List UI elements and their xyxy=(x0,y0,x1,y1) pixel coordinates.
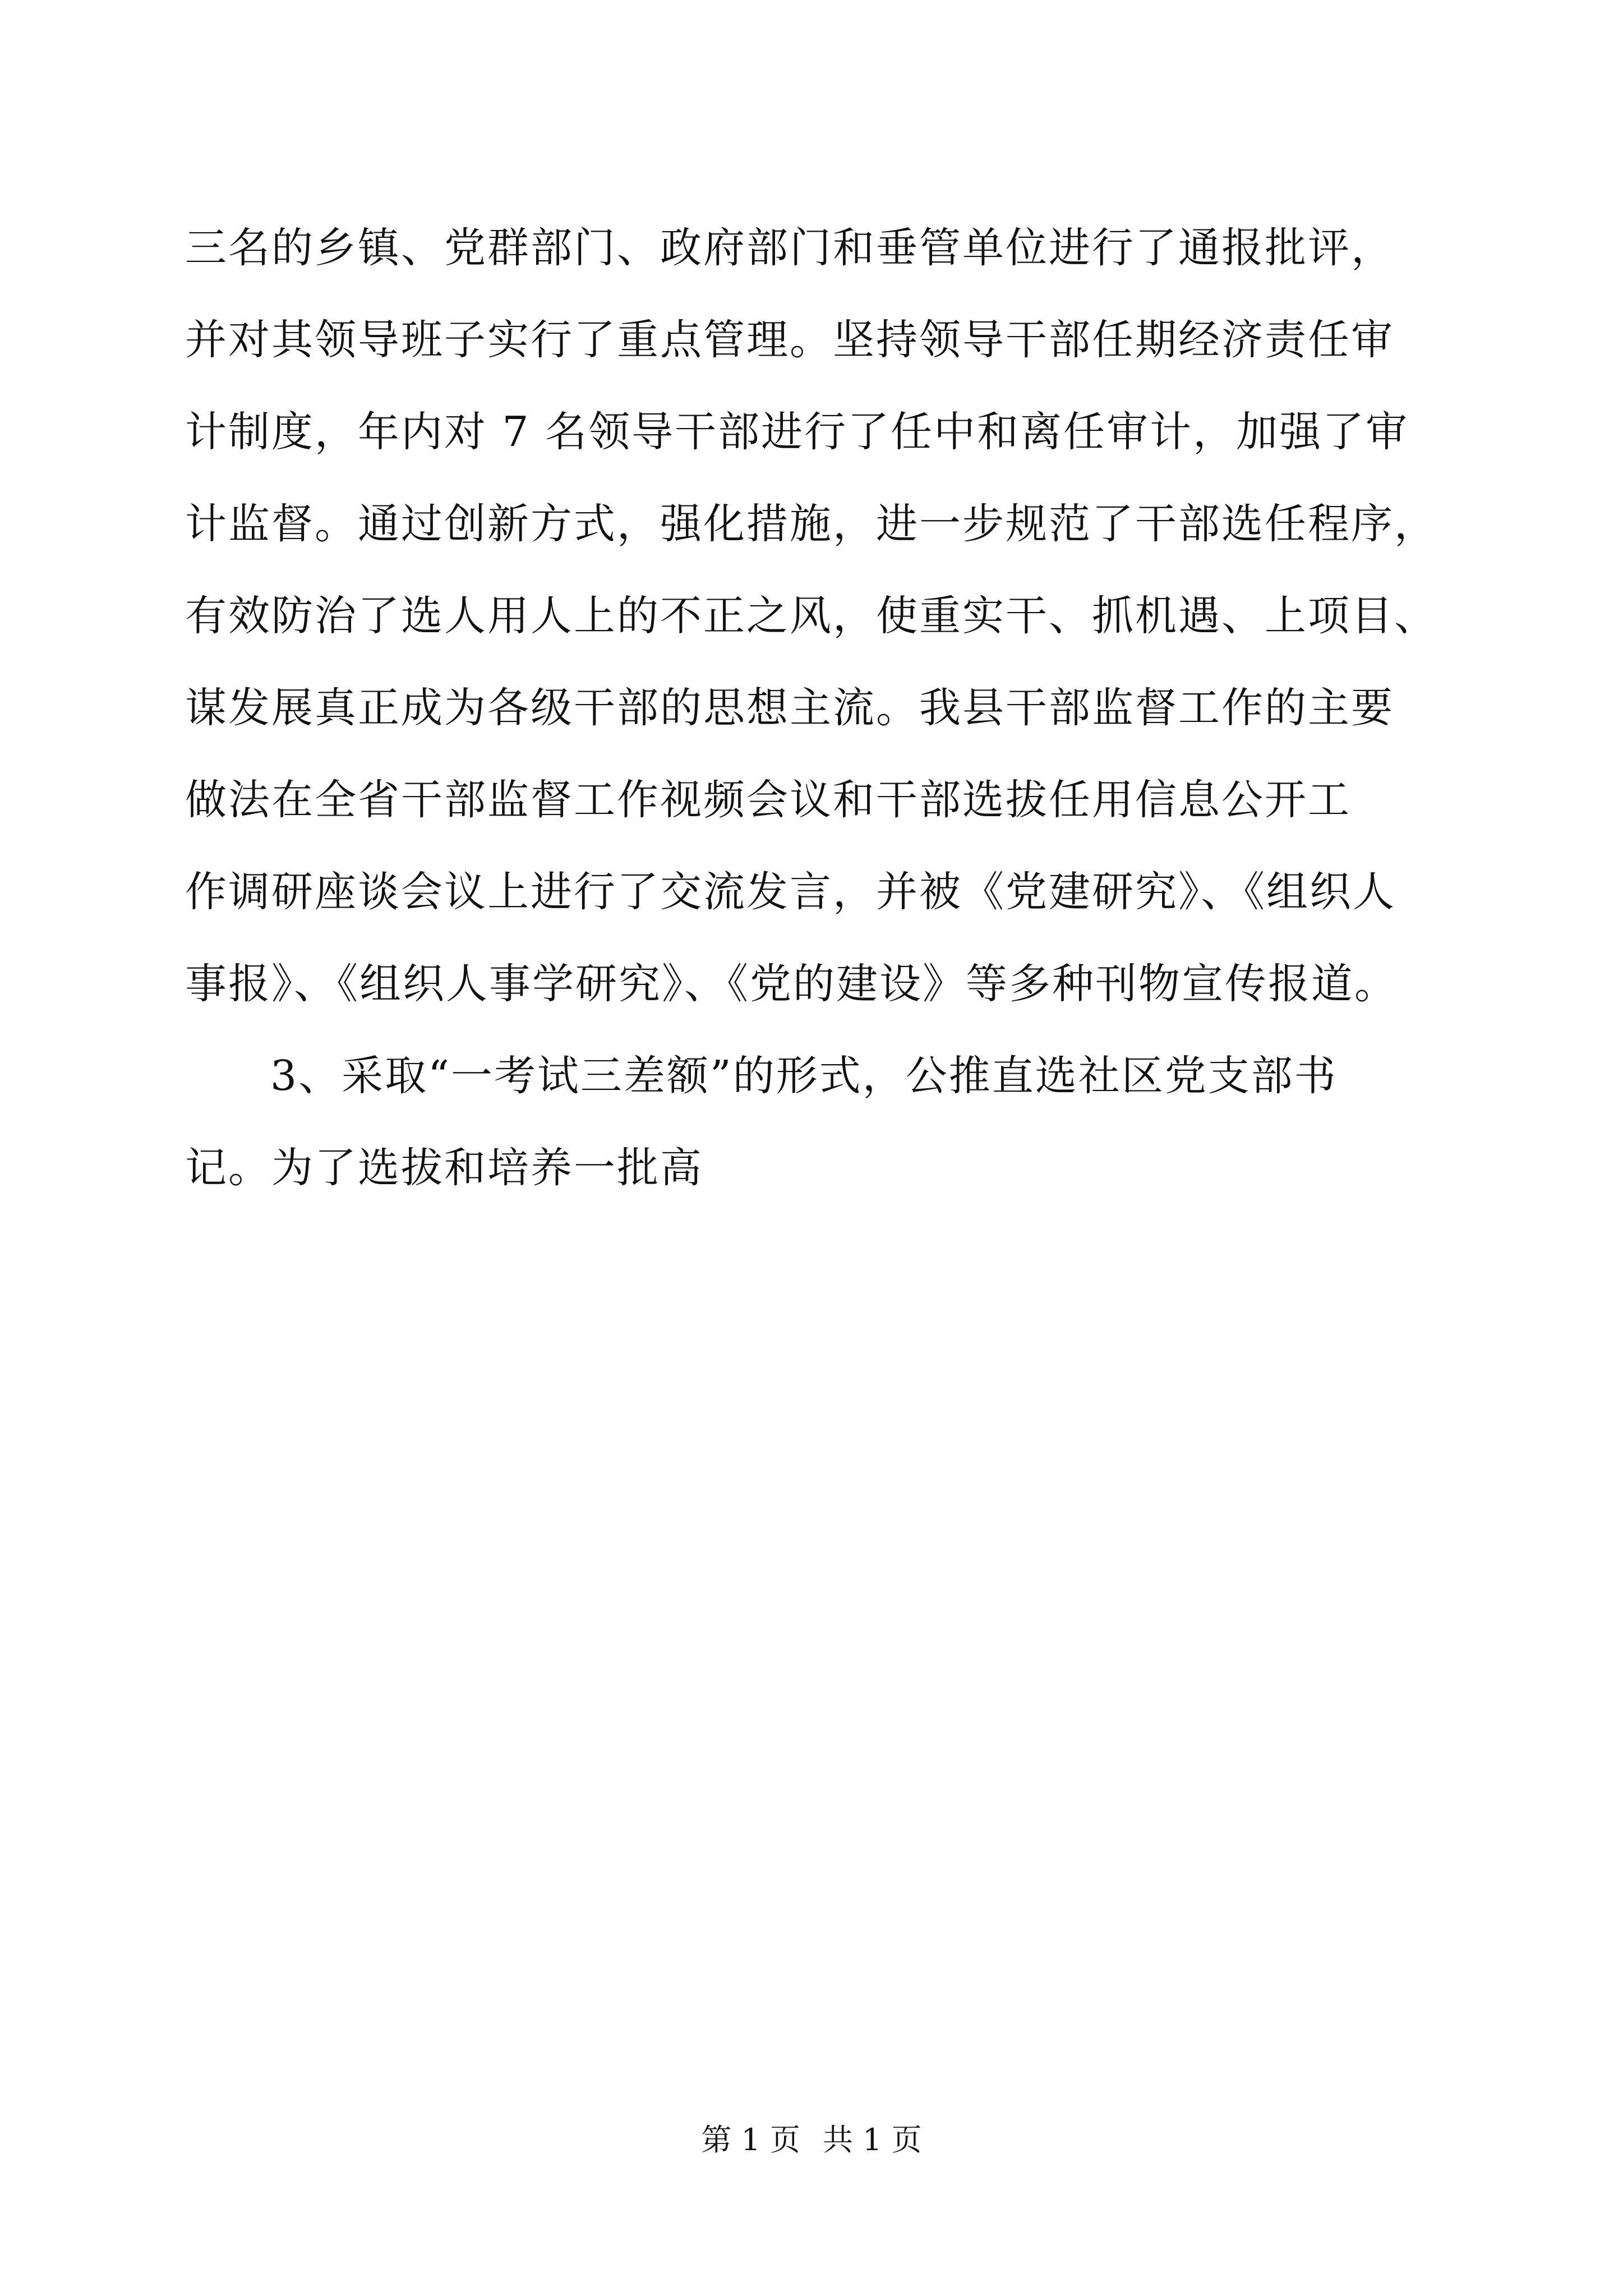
body-text xyxy=(185,202,1447,1214)
current-page-number: 第 1 页 xyxy=(701,2122,800,2157)
total-pages: 共 1 页 xyxy=(823,2122,922,2157)
page-footer xyxy=(0,2120,1623,2160)
text-line-paragraph-start: 3、采取“一考试三差额”的形式，公推直选社区党支部书 xyxy=(270,1052,1338,1100)
text-line: 计制度，年内对 7 名领导干部进行了任中和离任审计，加强了审 xyxy=(185,408,1409,456)
text-line: 并对其领导班子实行了重点管理。坚持领导干部任期经济责任审 xyxy=(185,316,1394,364)
text-line: 事报》、《组织人事学研究》、《党的建设》等多种刊物宣传报道。 xyxy=(185,960,1398,1008)
text-line: 三名的乡镇、党群部门、政府部门和垂管单位进行了通报批评， xyxy=(185,224,1394,272)
text-line: 作调研座谈会议上进行了交流发言，并被《党建研究》、《组织人 xyxy=(185,868,1396,916)
text-line: 谋发展真正成为各级干部的思想主流。我县干部监督工作的主要 xyxy=(185,684,1394,732)
text-line: 计监督。通过创新方式，强化措施，进一步规范了干部选任程序， xyxy=(185,500,1437,548)
text-line: 有效防治了选人用人上的不正之风，使重实干、抓机遇、上项目、 xyxy=(185,592,1437,640)
text-line: 记。为了选拔和培养一批高 xyxy=(185,1144,703,1192)
text-line: 做法在全省干部监督工作视频会议和干部选拔任用信息公开工 xyxy=(185,776,1351,824)
